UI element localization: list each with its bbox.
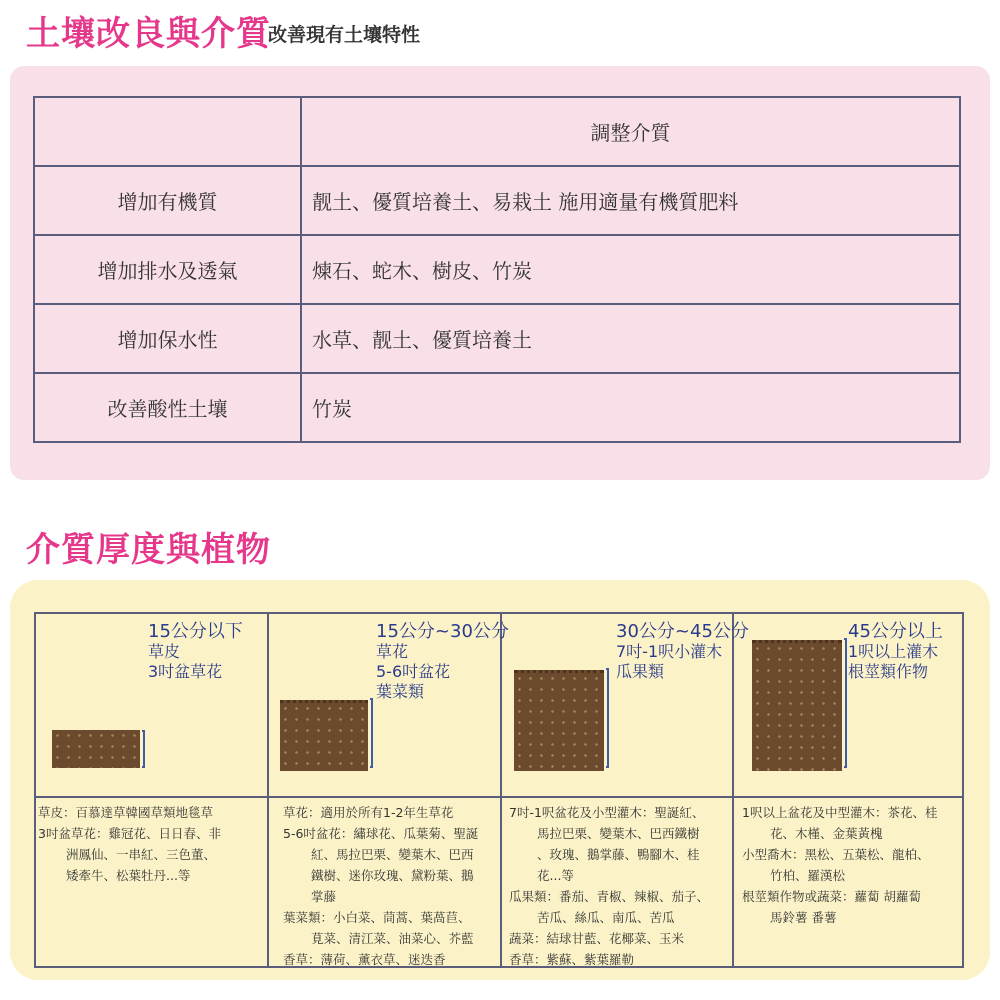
thickness-grid xyxy=(34,612,964,968)
detail-line: 香草：紫蘇、紫葉羅勒 xyxy=(509,952,635,967)
detail-line: 苦瓜、絲瓜、南瓜、苦瓜 xyxy=(537,910,675,925)
detail-line: 草皮：百慕達草韓國草類地毯草 xyxy=(38,805,214,820)
depth-label: 15公分~30公分 xyxy=(376,621,509,642)
detail-line: 蔬菜：結球甘藍、花椰菜、玉米 xyxy=(509,931,685,946)
section-title-soil: 土壤改良與介質 xyxy=(26,14,271,54)
detail-line: 草花：適用於所有1-2年生草花 xyxy=(283,805,454,820)
detail-line: 1呎以上盆花及中型灌木：茶花、桂 xyxy=(742,805,938,820)
depth-bracket xyxy=(606,668,609,768)
detail-line: 馬拉巴栗、變葉木、巴西鐵樹 xyxy=(537,826,700,841)
detail-line: 根莖類作物或蔬菜：蘿蔔 胡蘿蔔 xyxy=(742,889,921,904)
soil-block xyxy=(514,670,604,771)
plant-item: 草花 xyxy=(376,642,409,661)
need-cell: 改善酸性土壤 xyxy=(34,373,301,442)
detail-line: 5-6吋盆花：繡球花、瓜葉菊、聖誕 xyxy=(283,826,479,841)
detail-line: 竹柏、羅漢松 xyxy=(770,868,846,883)
media-cell: 竹炭 xyxy=(301,373,960,442)
column-label xyxy=(376,622,509,702)
plant-item: 根莖類作物 xyxy=(848,662,929,681)
detail-line: 馬鈴薯 番薯 xyxy=(770,910,837,925)
section-subtitle: 改善現有土壤特性 xyxy=(268,24,421,46)
depth-bracket xyxy=(370,698,373,768)
section-title-thickness: 介質厚度與植物 xyxy=(26,530,271,570)
plant-item: 3吋盆草花 xyxy=(148,662,223,681)
media-cell: 煉石、蛇木、樹皮、竹炭 xyxy=(301,235,960,304)
header-media-cell: 調整介質 xyxy=(301,97,960,166)
need-cell: 增加有機質 xyxy=(34,166,301,235)
header-blank-cell xyxy=(34,97,301,166)
detail-line: 3吋盆草花：雞冠花、日日春、非 xyxy=(38,826,221,841)
media-cell: 靓土、優質培養土、易栽土 施用適量有機質肥料 xyxy=(301,166,960,235)
detail-line: 葉菜類：小白菜、茼蒿、葉萵苣、 xyxy=(283,910,471,925)
soil-block xyxy=(52,730,140,768)
plant-item: 瓜果類 xyxy=(616,662,665,681)
table-header-row xyxy=(34,97,960,166)
column-divider xyxy=(267,614,269,966)
detail-line: 、玫瑰、鵝掌藤、鴨腳木、桂 xyxy=(537,847,700,862)
plant-details xyxy=(742,802,937,928)
detail-line: 小型喬木：黑松、五葉松、龍柏、 xyxy=(742,847,930,862)
depth-bracket xyxy=(844,638,847,768)
need-cell: 增加保水性 xyxy=(34,304,301,373)
table-row xyxy=(34,166,960,235)
plant-item: 7吋-1呎小灌木 xyxy=(616,642,723,661)
depth-label: 30公分~45公分 xyxy=(616,621,749,642)
column-label xyxy=(148,622,243,682)
column-label xyxy=(616,622,749,682)
table-row xyxy=(34,373,960,442)
detail-line: 花...等 xyxy=(537,868,574,883)
detail-line: 洲鳳仙、一串紅、三色董、 xyxy=(66,847,217,862)
depth-label: 15公分以下 xyxy=(148,621,243,642)
table-row xyxy=(34,235,960,304)
column-label xyxy=(848,622,943,682)
detail-line: 花、木槿、金葉黃槐 xyxy=(770,826,883,841)
plant-item: 1呎以上灌木 xyxy=(848,642,939,661)
detail-line: 莧菜、清江菜、油菜心、芥藍 xyxy=(311,931,474,946)
need-cell: 增加排水及透氣 xyxy=(34,235,301,304)
detail-line: 矮牽牛、松葉牡丹...等 xyxy=(66,868,191,883)
media-cell: 水草、靓土、優質培養土 xyxy=(301,304,960,373)
plant-details xyxy=(283,802,478,970)
detail-line: 鐵樹、迷你玫瑰、黛粉葉、鵝 xyxy=(311,868,474,883)
table-row xyxy=(34,304,960,373)
depth-label: 45公分以上 xyxy=(848,621,943,642)
soil-improvement-table xyxy=(33,96,961,443)
detail-line: 掌藤 xyxy=(311,889,337,904)
plant-item: 5-6吋盆花 xyxy=(376,662,451,681)
soil-block xyxy=(752,640,842,771)
plant-item: 草皮 xyxy=(148,642,181,661)
plant-item: 葉菜類 xyxy=(376,682,425,701)
detail-line: 7吋-1呎盆花及小型灌木：聖誕紅、 xyxy=(509,805,705,820)
detail-line: 瓜果類：番茄、青椒、辣椒、茄子、 xyxy=(509,889,710,904)
row-divider xyxy=(36,796,962,798)
soil-block xyxy=(280,700,368,771)
detail-line: 香草：薄荷、薰衣草、迷迭香 xyxy=(283,952,446,967)
detail-line: 紅、馬拉巴栗、變葉木、巴西 xyxy=(311,847,474,862)
depth-bracket xyxy=(142,730,145,768)
plant-details xyxy=(38,802,221,886)
plant-details xyxy=(509,802,709,970)
